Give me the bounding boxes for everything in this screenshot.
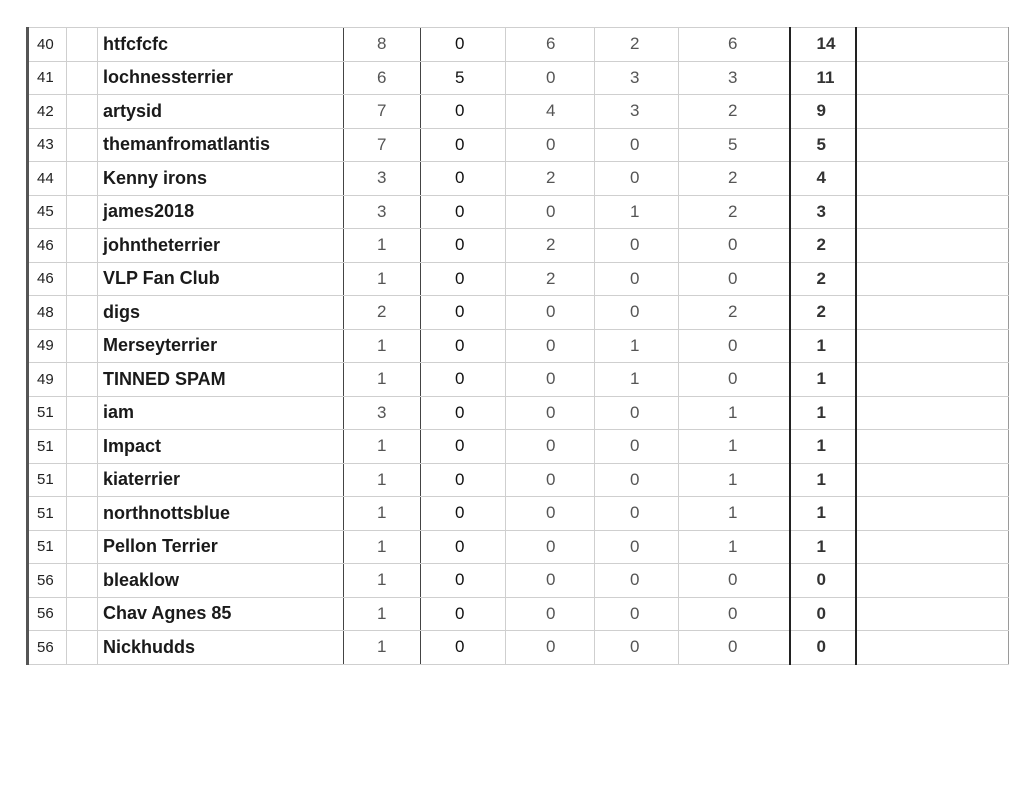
blank-cell	[67, 463, 98, 497]
total-cell: 2	[790, 229, 856, 263]
blank-cell	[67, 363, 98, 397]
blank-cell	[67, 229, 98, 263]
player-name-cell: VLP Fan Club	[98, 262, 344, 296]
table-row	[28, 564, 1009, 598]
position-cell: 45	[28, 195, 67, 229]
player-name-cell: TINNED SPAM	[98, 363, 344, 397]
score-cell-5: 6	[679, 28, 790, 62]
blank-end-cell	[856, 28, 1009, 62]
total-cell: 5	[790, 128, 856, 162]
score-cell-2: 0	[421, 95, 506, 129]
score-cell-2: 0	[421, 564, 506, 598]
position-cell: 46	[28, 262, 67, 296]
position-cell: 40	[28, 28, 67, 62]
table-row	[28, 229, 1009, 263]
score-cell-4: 1	[595, 329, 679, 363]
score-cell-5: 0	[679, 564, 790, 598]
blank-cell	[67, 396, 98, 430]
player-name-cell: bleaklow	[98, 564, 344, 598]
position-cell: 51	[28, 463, 67, 497]
position-cell: 51	[28, 430, 67, 464]
total-cell: 3	[790, 195, 856, 229]
blank-cell	[67, 597, 98, 631]
table-row	[28, 430, 1009, 464]
position-cell: 56	[28, 564, 67, 598]
blank-end-cell	[856, 430, 1009, 464]
score-cell-5: 2	[679, 296, 790, 330]
score-cell-5: 0	[679, 229, 790, 263]
table-row	[28, 363, 1009, 397]
score-cell-3: 0	[506, 363, 595, 397]
score-cell-4: 0	[595, 262, 679, 296]
score-cell-2: 0	[421, 162, 506, 196]
score-cell-1: 1	[344, 430, 421, 464]
score-cell-2: 0	[421, 530, 506, 564]
total-cell: 9	[790, 95, 856, 129]
blank-cell	[67, 128, 98, 162]
position-cell: 41	[28, 61, 67, 95]
table-row	[28, 597, 1009, 631]
score-cell-4: 0	[595, 497, 679, 531]
score-cell-1: 1	[344, 463, 421, 497]
score-cell-4: 0	[595, 296, 679, 330]
player-name-cell: lochnessterrier	[98, 61, 344, 95]
total-cell: 2	[790, 262, 856, 296]
blank-end-cell	[856, 329, 1009, 363]
blank-end-cell	[856, 61, 1009, 95]
player-name-cell: htfcfcfc	[98, 28, 344, 62]
table-row	[28, 631, 1009, 665]
score-cell-5: 1	[679, 396, 790, 430]
total-cell: 1	[790, 363, 856, 397]
total-cell: 0	[790, 564, 856, 598]
table-row	[28, 28, 1009, 62]
score-cell-1: 3	[344, 162, 421, 196]
score-cell-2: 0	[421, 597, 506, 631]
score-cell-4: 0	[595, 530, 679, 564]
player-name-cell: Kenny irons	[98, 162, 344, 196]
score-cell-4: 0	[595, 396, 679, 430]
total-cell: 1	[790, 530, 856, 564]
score-cell-5: 0	[679, 329, 790, 363]
position-cell: 43	[28, 128, 67, 162]
player-name-cell: Impact	[98, 430, 344, 464]
score-cell-5: 3	[679, 61, 790, 95]
score-cell-5: 1	[679, 497, 790, 531]
position-cell: 56	[28, 597, 67, 631]
score-cell-5: 2	[679, 95, 790, 129]
total-cell: 1	[790, 329, 856, 363]
score-cell-3: 0	[506, 61, 595, 95]
score-cell-3: 0	[506, 430, 595, 464]
score-cell-2: 0	[421, 396, 506, 430]
standings-table	[26, 27, 1009, 665]
blank-end-cell	[856, 631, 1009, 665]
blank-end-cell	[856, 497, 1009, 531]
score-cell-5: 1	[679, 463, 790, 497]
score-cell-1: 6	[344, 61, 421, 95]
score-cell-4: 2	[595, 28, 679, 62]
score-cell-3: 4	[506, 95, 595, 129]
table-row	[28, 162, 1009, 196]
player-name-cell: james2018	[98, 195, 344, 229]
blank-end-cell	[856, 95, 1009, 129]
total-cell: 0	[790, 631, 856, 665]
position-cell: 49	[28, 363, 67, 397]
blank-end-cell	[856, 296, 1009, 330]
score-cell-5: 1	[679, 530, 790, 564]
total-cell: 0	[790, 597, 856, 631]
table-row	[28, 497, 1009, 531]
blank-cell	[67, 564, 98, 598]
blank-end-cell	[856, 262, 1009, 296]
score-cell-5: 0	[679, 363, 790, 397]
blank-cell	[67, 329, 98, 363]
blank-end-cell	[856, 128, 1009, 162]
position-cell: 51	[28, 396, 67, 430]
score-cell-4: 0	[595, 463, 679, 497]
score-cell-4: 3	[595, 61, 679, 95]
total-cell: 14	[790, 28, 856, 62]
score-cell-2: 0	[421, 329, 506, 363]
score-cell-1: 1	[344, 631, 421, 665]
score-cell-5: 5	[679, 128, 790, 162]
score-cell-3: 0	[506, 497, 595, 531]
position-cell: 51	[28, 530, 67, 564]
table-row	[28, 95, 1009, 129]
blank-cell	[67, 296, 98, 330]
score-cell-5: 0	[679, 262, 790, 296]
position-cell: 46	[28, 229, 67, 263]
total-cell: 1	[790, 396, 856, 430]
score-cell-4: 0	[595, 631, 679, 665]
score-cell-3: 0	[506, 564, 595, 598]
position-cell: 48	[28, 296, 67, 330]
position-cell: 56	[28, 631, 67, 665]
score-cell-2: 0	[421, 262, 506, 296]
score-cell-5: 2	[679, 162, 790, 196]
score-cell-4: 0	[595, 564, 679, 598]
score-cell-4: 1	[595, 363, 679, 397]
total-cell: 1	[790, 430, 856, 464]
score-cell-1: 8	[344, 28, 421, 62]
score-cell-5: 1	[679, 430, 790, 464]
player-name-cell: kiaterrier	[98, 463, 344, 497]
score-cell-4: 0	[595, 128, 679, 162]
score-cell-3: 0	[506, 329, 595, 363]
score-cell-3: 0	[506, 530, 595, 564]
score-cell-2: 0	[421, 463, 506, 497]
score-cell-2: 0	[421, 296, 506, 330]
player-name-cell: Nickhudds	[98, 631, 344, 665]
total-cell: 1	[790, 463, 856, 497]
player-name-cell: digs	[98, 296, 344, 330]
table-row	[28, 530, 1009, 564]
blank-cell	[67, 497, 98, 531]
player-name-cell: Chav Agnes 85	[98, 597, 344, 631]
score-cell-2: 0	[421, 363, 506, 397]
score-cell-5: 0	[679, 631, 790, 665]
blank-cell	[67, 95, 98, 129]
score-cell-1: 7	[344, 95, 421, 129]
score-cell-4: 0	[595, 229, 679, 263]
player-name-cell: iam	[98, 396, 344, 430]
blank-cell	[67, 262, 98, 296]
position-cell: 42	[28, 95, 67, 129]
blank-end-cell	[856, 229, 1009, 263]
score-cell-1: 1	[344, 597, 421, 631]
score-cell-2: 0	[421, 28, 506, 62]
score-cell-3: 0	[506, 296, 595, 330]
blank-end-cell	[856, 597, 1009, 631]
total-cell: 2	[790, 296, 856, 330]
blank-end-cell	[856, 363, 1009, 397]
table-row	[28, 61, 1009, 95]
blank-end-cell	[856, 396, 1009, 430]
player-name-cell: johntheterrier	[98, 229, 344, 263]
score-cell-1: 1	[344, 564, 421, 598]
score-cell-3: 0	[506, 597, 595, 631]
score-cell-2: 0	[421, 631, 506, 665]
blank-cell	[67, 631, 98, 665]
player-name-cell: Pellon Terrier	[98, 530, 344, 564]
score-cell-3: 0	[506, 195, 595, 229]
score-cell-3: 0	[506, 396, 595, 430]
table-row	[28, 262, 1009, 296]
table-row	[28, 195, 1009, 229]
score-cell-1: 3	[344, 195, 421, 229]
position-cell: 49	[28, 329, 67, 363]
score-cell-5: 2	[679, 195, 790, 229]
blank-cell	[67, 61, 98, 95]
score-cell-3: 2	[506, 162, 595, 196]
score-cell-3: 2	[506, 229, 595, 263]
score-cell-3: 2	[506, 262, 595, 296]
table-row	[28, 396, 1009, 430]
blank-end-cell	[856, 564, 1009, 598]
standings-table-body	[28, 28, 1009, 665]
score-cell-3: 0	[506, 128, 595, 162]
score-cell-4: 3	[595, 95, 679, 129]
position-cell: 44	[28, 162, 67, 196]
score-cell-1: 1	[344, 497, 421, 531]
total-cell: 4	[790, 162, 856, 196]
score-cell-4: 1	[595, 195, 679, 229]
player-name-cell: northnottsblue	[98, 497, 344, 531]
score-cell-3: 0	[506, 631, 595, 665]
score-cell-2: 0	[421, 229, 506, 263]
table-row	[28, 463, 1009, 497]
score-cell-3: 6	[506, 28, 595, 62]
position-cell: 51	[28, 497, 67, 531]
score-cell-1: 2	[344, 296, 421, 330]
total-cell: 11	[790, 61, 856, 95]
score-cell-4: 0	[595, 430, 679, 464]
score-cell-2: 5	[421, 61, 506, 95]
score-cell-1: 1	[344, 329, 421, 363]
score-cell-3: 0	[506, 463, 595, 497]
blank-end-cell	[856, 162, 1009, 196]
blank-end-cell	[856, 530, 1009, 564]
player-name-cell: themanfromatlantis	[98, 128, 344, 162]
blank-end-cell	[856, 195, 1009, 229]
score-cell-2: 0	[421, 497, 506, 531]
table-row	[28, 329, 1009, 363]
blank-cell	[67, 430, 98, 464]
score-cell-4: 0	[595, 162, 679, 196]
blank-cell	[67, 195, 98, 229]
score-cell-1: 7	[344, 128, 421, 162]
score-cell-2: 0	[421, 195, 506, 229]
score-cell-5: 0	[679, 597, 790, 631]
score-cell-1: 1	[344, 262, 421, 296]
score-cell-2: 0	[421, 128, 506, 162]
score-cell-1: 1	[344, 530, 421, 564]
player-name-cell: artysid	[98, 95, 344, 129]
score-cell-1: 1	[344, 229, 421, 263]
score-cell-2: 0	[421, 430, 506, 464]
blank-cell	[67, 162, 98, 196]
table-row	[28, 128, 1009, 162]
table-row	[28, 296, 1009, 330]
score-cell-1: 1	[344, 363, 421, 397]
blank-cell	[67, 530, 98, 564]
blank-end-cell	[856, 463, 1009, 497]
player-name-cell: Merseyterrier	[98, 329, 344, 363]
score-cell-1: 3	[344, 396, 421, 430]
blank-cell	[67, 28, 98, 62]
score-cell-4: 0	[595, 597, 679, 631]
total-cell: 1	[790, 497, 856, 531]
